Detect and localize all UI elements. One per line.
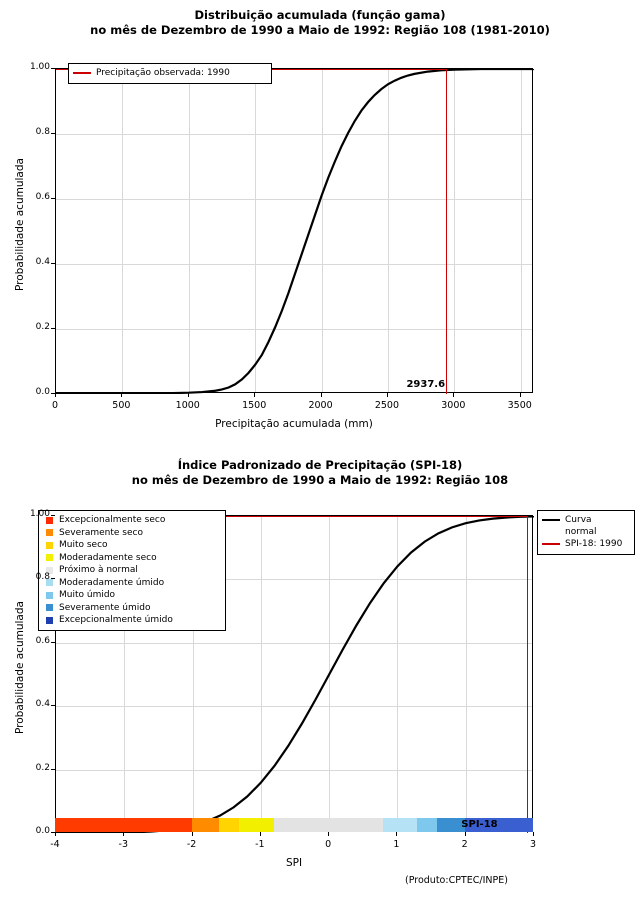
x-tick-label: 1: [393, 839, 400, 850]
y-tick: [51, 133, 55, 134]
x-tick-label: 1000: [175, 400, 200, 411]
legend-item: [43, 614, 220, 627]
observed-vertical-line: [527, 516, 528, 833]
legend-item-label: Moderadamente úmido: [59, 577, 165, 588]
y-axis-label-bottom: Probabilidade acumulada: [14, 600, 26, 734]
x-tick-label: -3: [118, 839, 129, 850]
legend-color-swatch-icon: [46, 592, 53, 599]
legend-color-swatch-icon: [46, 604, 53, 611]
x-axis-label-bottom: SPI: [285, 857, 303, 869]
x-tick: [387, 393, 388, 397]
panel-spi: [0, 450, 640, 900]
y-tick-label: 0.4: [35, 257, 50, 267]
x-tick-label: 500: [112, 400, 131, 411]
legend-item-label: Curva normal: [565, 515, 597, 537]
x-tick-label: 1500: [242, 400, 267, 411]
y-tick: [51, 515, 55, 516]
observed-value-label: 2937.6: [406, 379, 446, 390]
spi-category-segment: [274, 818, 383, 832]
y-tick: [51, 198, 55, 199]
x-tick: [396, 832, 397, 836]
credit-text: (Produto:CPTEC/INPE): [405, 875, 508, 886]
x-tick: [533, 832, 534, 836]
observed-vertical-line: [446, 69, 447, 394]
y-tick: [51, 68, 55, 69]
legend-item: [43, 577, 220, 590]
x-tick-label: 3500: [507, 400, 532, 411]
legend-item: [43, 514, 220, 527]
y-tick: [51, 769, 55, 770]
legend-spi-curves: [537, 510, 635, 555]
legend-item: [43, 539, 220, 552]
legend-item: [43, 552, 220, 565]
y-tick: [51, 263, 55, 264]
x-tick: [321, 393, 322, 397]
x-tick: [453, 393, 454, 397]
legend-item-label: Muito seco: [59, 540, 108, 551]
spi-bar-tag: SPI-18: [461, 819, 498, 830]
x-tick: [465, 832, 466, 836]
data-curve: [56, 69, 534, 394]
y-tick-label: 0.0: [35, 826, 50, 836]
legend-line-icon: [73, 72, 91, 74]
x-tick: [188, 393, 189, 397]
legend-item: [43, 564, 220, 577]
y-tick-label: 0.6: [35, 192, 50, 202]
legend-item: [542, 538, 629, 551]
y-tick-label: 0.0: [35, 387, 50, 397]
legend-item-label: Moderadamente seco: [59, 552, 157, 563]
legend-line-icon: [542, 519, 560, 521]
y-tick-label: 0.8: [35, 572, 50, 583]
legend-item: [43, 589, 220, 602]
legend-color-swatch-icon: [46, 554, 53, 561]
y-tick-label: 0.2: [35, 762, 50, 773]
legend-item-label: SPI-18: 1990: [565, 539, 623, 550]
x-tick: [254, 393, 255, 397]
chart-title-top: Distribuição acumulada (função gama) no mês de Dezembro de 1990 a Maio de 1992: Região 108 (1981-2010): [90, 8, 550, 37]
x-tick-label: 3000: [441, 400, 466, 411]
legend-item: [43, 602, 220, 615]
legend-item: [542, 514, 629, 538]
legend-item-label: Severamente úmido: [59, 602, 151, 613]
legend-color-swatch-icon: [46, 617, 53, 624]
legend-item: Precipitação observada: 1990: [73, 67, 266, 80]
legend-top: [68, 63, 272, 84]
y-tick: [51, 705, 55, 706]
x-tick-label: 0: [51, 400, 59, 411]
x-tick-label: 2000: [308, 400, 333, 411]
x-tick: [260, 832, 261, 836]
spi-category-segment: [383, 818, 417, 832]
y-tick-label: 1.00: [29, 62, 50, 72]
legend-item-label: Excepcionalmente seco: [59, 515, 166, 526]
x-tick: [520, 393, 521, 397]
spi-category-segment: [192, 818, 219, 832]
legend-item: [43, 527, 220, 540]
x-tick-label: -4: [50, 839, 60, 850]
legend-line-icon: [542, 543, 560, 545]
x-tick: [123, 832, 124, 836]
x-tick-label: -1: [255, 839, 265, 850]
y-tick-label: 0.8: [35, 127, 50, 137]
y-tick-label: 0.4: [35, 699, 50, 710]
x-tick: [55, 832, 56, 836]
x-tick: [55, 393, 56, 397]
x-tick-label: 2500: [374, 400, 400, 411]
y-tick-label: 1.00: [29, 509, 50, 519]
x-tick: [192, 832, 193, 836]
legend-item-label: Excepcionalmente úmido: [59, 615, 173, 626]
chart-title-bottom: Índice Padronizado de Precipitação (SPI-18) no mês de Dezembro de 1990 a Maio de 1992: Região 108: [131, 458, 509, 487]
x-tick: [328, 832, 329, 836]
y-tick: [51, 642, 55, 643]
plot-area-top: [55, 68, 533, 393]
x-axis-label-top: Precipitação acumulada (mm): [215, 418, 373, 430]
legend-color-swatch-icon: [46, 542, 53, 549]
spi-category-segment: [417, 818, 437, 832]
legend-item-label: Próximo à normal: [59, 565, 138, 576]
legend-spi-categories: [38, 510, 226, 631]
spi-category-segment: [55, 818, 192, 832]
x-tick: [121, 393, 122, 397]
spi-category-segment: [219, 818, 239, 832]
legend-item-label: Severamente seco: [59, 527, 143, 538]
x-tick-label: -2: [186, 839, 197, 850]
y-tick: [51, 328, 55, 329]
axes-top: [55, 68, 533, 393]
y-tick: [51, 578, 55, 579]
y-axis-label-top: Probabilidade acumulada: [14, 157, 26, 291]
x-tick-label: 3: [529, 839, 537, 850]
legend-color-swatch-icon: [46, 529, 53, 536]
y-tick-label: 0.6: [35, 635, 50, 646]
x-tick-label: 0: [325, 839, 332, 850]
spi-category-segment: [239, 818, 273, 832]
legend-item-label: Muito úmido: [59, 590, 116, 601]
x-tick-label: 2: [461, 839, 468, 850]
y-tick-label: 0.2: [35, 322, 50, 332]
